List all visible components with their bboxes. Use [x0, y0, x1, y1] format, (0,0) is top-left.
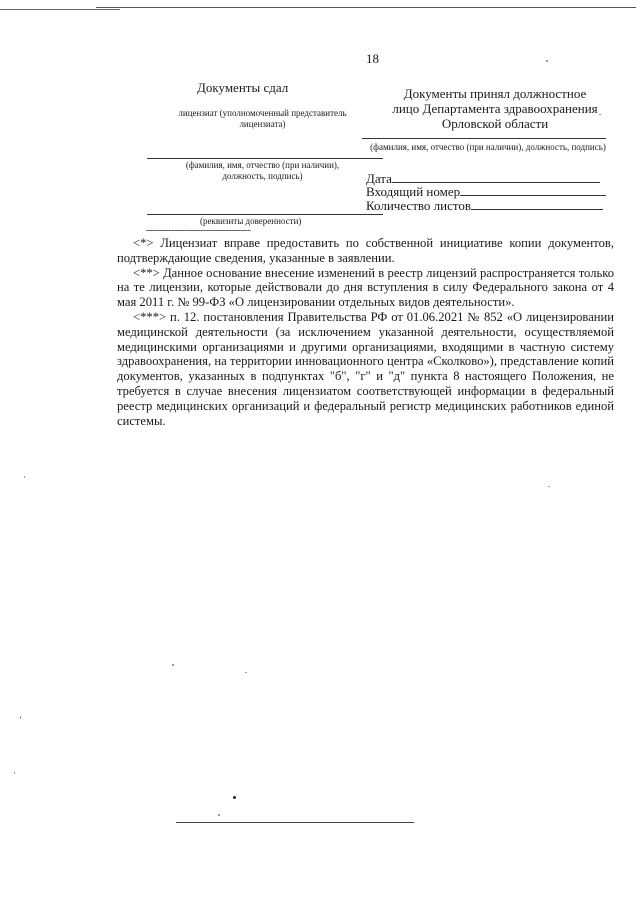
date-label: Дата [366, 171, 392, 186]
received-by-title: Документы принял должностное лицо Департамента здравоохранения Орловской области [392, 86, 598, 131]
footnote-separator: --------------------------------- [146, 224, 251, 236]
incoming-number-blank [460, 183, 606, 196]
scan-speck [599, 114, 601, 115]
footnote-2: <**> Данное основание внесение изменений в реестр лицензий распространяется только на те лицензии, которые действовали до дня вступления в силу Федерального закона от 4 мая 2011 г. № 99-ФЗ «О лицензировании отдельных видов деятельности». [117, 265, 614, 310]
submitted-by-title: Документы сдал [197, 80, 289, 95]
receiver-name-caption: (фамилия, имя, отчество (при наличии), должность, подпись) [370, 142, 606, 152]
scan-edge-line [0, 9, 120, 10]
sheets-count-blank [471, 197, 603, 210]
signature-line [147, 158, 383, 159]
sheets-count-field [366, 197, 603, 214]
proxy-line [147, 214, 383, 215]
submitted-by-subtitle: лицензиат (уполномоченный представитель лицензиата) [178, 108, 347, 129]
bottom-line [176, 822, 414, 823]
proxy-caption: (реквизиты доверенности) [200, 216, 302, 226]
scan-speck [546, 60, 548, 62]
submitter-name-caption: (фамилия, имя, отчество (при наличии), должность, подпись) [185, 160, 340, 181]
scan-speck [233, 796, 236, 799]
scan-speck [14, 772, 15, 774]
scan-speck [218, 814, 220, 816]
date-blank [392, 170, 600, 183]
scan-speck [172, 664, 174, 666]
footnote-1: <*> Лицензиат вправе предоставить по собственной инициативе копии документов, подтверждающие сведения, указанные в заявлении. [117, 236, 614, 265]
page-number: 18 [366, 51, 379, 66]
scan-speck [548, 486, 550, 487]
signature-line [362, 138, 606, 139]
scan-speck [20, 716, 21, 719]
footnotes-block [117, 236, 614, 428]
scan-speck [245, 672, 247, 673]
sheets-count-label: Количество листов [366, 198, 472, 213]
incoming-number-label: Входящий номер [366, 184, 461, 199]
scan-edge-line [96, 7, 636, 8]
footnote-3: <***> п. 12. постановления Правительства РФ от 01.06.2021 № 852 «О лицензировании медицинской деятельности (за исключением указанной деятельности, осуществляемой медицинскими организациями и другими организациями, входящими в частную систему здравоохранения, на территории инновационного центра «Сколково»), представление копий документов, указанных в подпунктах "б", "г" и "д" пункта 8 настоящего Положения, не требуется в случае внесения лицензиатом соответствующей информации в федеральный реестр медицинских организаций и федеральный регистр медицинских работников единой системы. [117, 309, 614, 428]
scan-speck [24, 476, 25, 478]
